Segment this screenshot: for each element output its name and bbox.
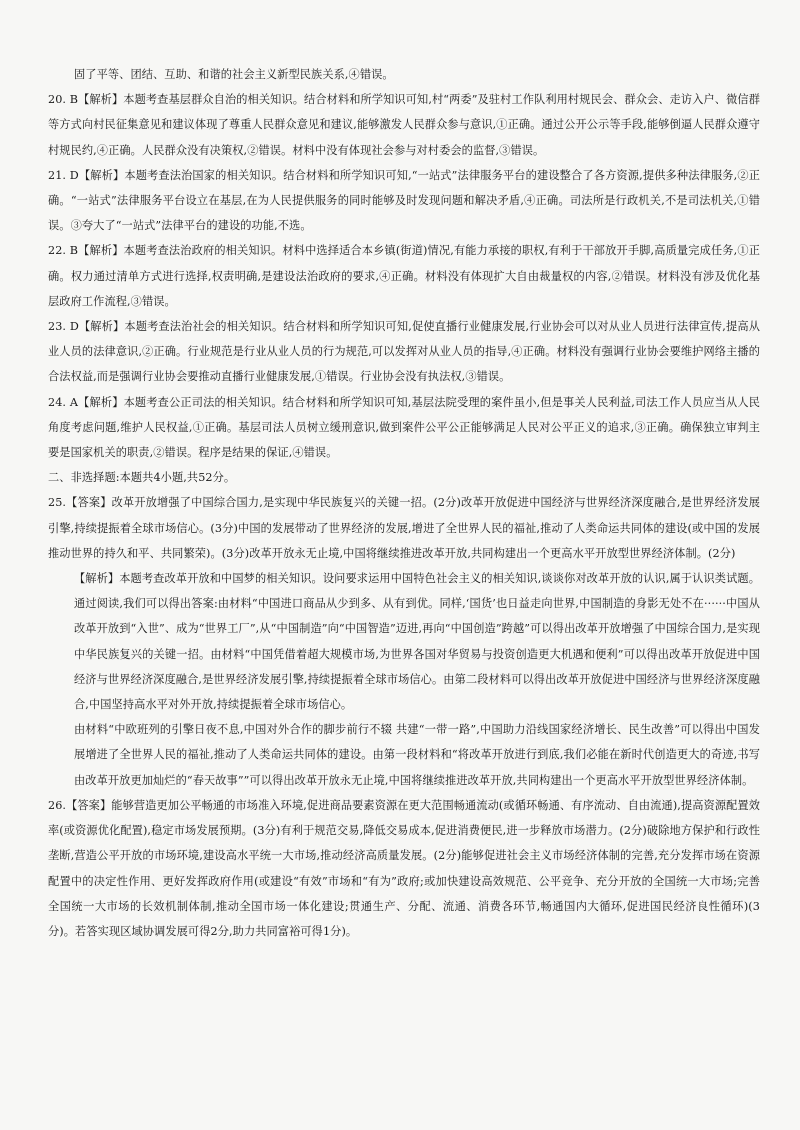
answer-21: 21. D【解析】本题考查法治国家的相关知识。结合材料和所学知识可知,“一站式”法律服务平台的建设整合了各方资源,提供多种法律服务,②正确。“一站式”法律服务平台设立在基层,在为人民提供服务的同时能够及时发现问题和解决矛盾,④正确。司法所是行政机关,不是司法机关,①错误。③夸大了“一站式”法律平台的建设的功能,不选。	[48, 168, 760, 233]
section-heading: 二、非选择题:本题共4小题,共52分。	[48, 471, 236, 485]
answer-24: 24. A【解析】本题考查公正司法的相关知识。结合材料和所学知识可知,基层法院受理的案件虽小,但是事关人民利益,司法工作人员应当从人民角度考虑问题,维护人民权益,①正确。基层司法人员树立缓刑意识,做到案件公平公正能够满足人民对公平正义的追求,③正确。确保独立审判主要是国家机关的职责,②错误。程序是结果的保证,④错误。	[48, 395, 760, 460]
continuation-line: 固了平等、团结、互助、和谐的社会主义新型民族关系,④错误。	[74, 68, 394, 81]
answer-25: 25.【答案】改革开放增强了中国综合国力,是实现中华民族复兴的关键一招。(2分)改革开放促进中国经济与世界经济深度融合,是世界经济发展引擎,持续提振着全球市场信心。(3分)中国的发展带动了世界经济的发展,增进了全世界人民的福祉,推动了人类命运共同体的建设(或中国的发展推动世界的持久和平、共同繁荣)。(3分)改革开放永无止境,中国将继续推进改革开放,共同构建出一个更高水平开放型世界经济体制。(2分)	[48, 496, 760, 560]
answer-23: 23. D【解析】本题考查法治社会的相关知识。结合材料和所学知识可知,促使直播行业健康发展,行业协会可以对从业人员进行法律宣传,提高从业人员的法律意识,②正确。行业规范是行业从业人员的行为规范,可以发挥对从业人员的指导,④正确。材料没有强调行业协会要维护网络主播的合法权益,而是强调行业协会要推动直播行业健康发展,①错误。行业协会没有执法权,③错误。	[48, 320, 760, 384]
answer-20: 20. B【解析】本题考查基层群众自治的相关知识。结合材料和所学知识可知,村“两委”及驻村工作队利用村规民会、群众会、走访入户、微信群等方式向村民征集意见和建议体现了尊重人民群众意见和建议,能够激发人民群众参与意识,①正确。通过公开公示等手段,能够倒逼人民群众遵守村规民约,④正确。人民群众没有决策权,②错误。材料中没有体现社会参与对村委会的监督,③错误。	[48, 93, 760, 157]
analysis-25: 【解析】本题考查改革开放和中国梦的相关知识。设问要求运用中国特色社会主义的相关知识,谈谈你对改革开放的认识,属于认识类试题。通过阅读,我们可以得出答案:由材料“中国进口商品从少到多、从有到优。同样,‘国货’也日益走向世界,中国制造的身影无处不在······中国从改革开放到“入世”、成为“世界工厂”,从“中国制造”向“中国智造”迈进,再向“中国创造”跨越”可以得出改革开放增强了中国综合国力,是实现中华民族复兴的关键一招。由材料“中国凭借着超大规模市场,为世界各国对华贸易与投资创造更大机遇和便利”可以得出改革开放促进中国经济与世界经济深度融合,是世界经济发展引擎,持续提振着全球市场信心。由第二段材料可以得出改革开放促进中国经济与世界经济深度融合,中国坚持高水平对外开放,持续提振着全球市场信心。	[74, 572, 760, 712]
answer-26: 26.【答案】能够营造更加公平畅通的市场准入环境,促进商品要素资源在更大范围畅通流动(或循环畅通、有序流动、自由流通),提高资源配置效率(或资源优化配置),稳定市场发展预期。(3分)有利于规范交易,降低交易成本,促进消费便民,进一步释放市场潜力。(2分)破除地方保护和行政性垄断,营造公平开放的市场环境,建设高水平统一大市场,推动经济高质量发展。(2分)能够促进社会主义市场经济体制的完善,充分发挥市场在资源配置中的决定性作用、更好发挥政府作用(或建设“有效”市场和“有为”政府;或加快建设高效规范、公平竞争、充分开放的全国统一大市场;完善全国统一大市场的长效机制体制,推动全国市场一体化建设;贯通生产、分配、流通、消费各环节,畅通国内大循环,促进国民经济良性循环)(3分)。若答实现区域协调发展可得2分,助力共同富裕可得1分)。	[48, 798, 760, 938]
analysis-25-continued: 由材料“中欧班列的引擎日夜不息,中国对外合作的脚步前行不辍 共建“一带一路”,中国助力沿线国家经济增长、民生改善”可以得出中国发展增进了全世界人民的福祉,推动了人类命运共同体的建设。由第一段材料和“将改革开放进行到底,我们必能在新时代创造更大的奇迹,书写由改革开放更加灿烂的“春天故事””可以得出改革开放永无止境,中国将继续推进改革开放,共同构建出一个更高水平开放型世界经济体制。	[74, 723, 760, 787]
answer-22: 22. B【解析】本题考查法治政府的相关知识。材料中选择适合本乡镇(街道)情况,有能力承接的职权,有利于干部放开手脚,高质量完成任务,①正确。权力通过清单方式进行选择,权责明确,是建设法治政府的要求,④正确。材料没有体现扩大自由裁量权的内容,②错误。材料没有涉及优化基层政府工作流程,③错误。	[48, 244, 760, 308]
